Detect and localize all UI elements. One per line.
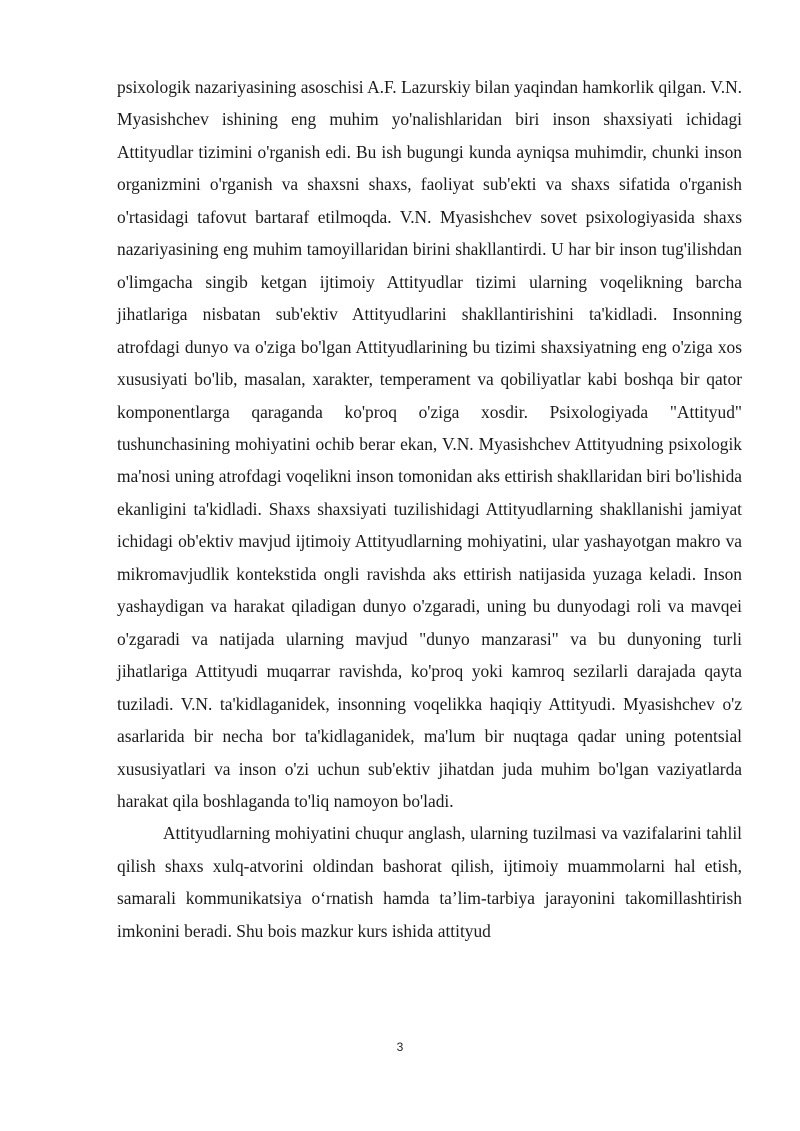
paragraph-attitude-essence: Attityudlarning mohiyatini chuqur anglash, ularning tuzilmasi va vazifalarini tahlil qilish shaxs xulq-atvorini oldindan bashorat qilish, ijtimoiy muammolarni hal etish, samarali kommunikatsiya o‘rnatish hamda ta’lim-tarbiya jarayonini takomillashtirish imkonini beradi. Shu bois mazkur kurs ishida attityud [117,823,742,941]
paragraph-continuation: psixologik nazariyasining asoschisi A.F. Lazurskiy bilan yaqindan hamkorlik qilgan. V.N. Myasishchev ishining eng muhim yo'nalishlaridan biri inson shaxsiyati ichidagi Attityudlar tizimini o'rganish edi. Bu ish bugungi kunda ayniqsa muhimdir, chunki inson organizmini o'rganish va shaxsni shaxs, faoliyat sub'ekti va shaxs sifatida o'rganish o'rtasidagi tafovut bartaraf etilmoqda. V.N. Myasishchev sovet psixologiyasida shaxs nazariyasining eng muhim tamoyillaridan birini shakllantirdi. U har bir inson tug'ilishdan o'limgacha singib ketgan ijtimoiy Attityudlar tizimi ularning voqelikning barcha jihatlariga nisbatan sub'ektiv Attityudlarini shakllantirishini ta'kidladi. Insonning atrofdagi dunyo va o'ziga bo'lgan Attityudlarining bu tizimi shaxsiyatning eng o'ziga xos xususiyati bo'lib, masalan, xarakter, temperament va qobiliyatlar kabi boshqa bir qator komponentlarga qaraganda ko'proq o'ziga xosdir. Psixologiyada "Attityud" tushunchasining mohiyatini ochib berar ekan, V.N. Myasishchev Attityudning psixologik ma'nosi uning atrofdagi voqelikni inson tomonidan aks ettirish shakllaridan biri bo'lishida ekanligini ta'kidladi. Shaxs shaxsiyati tuzilishidagi Attityudlarning shakllanishi jamiyat ichidagi ob'ektiv mavjud ijtimoiy Attityudlarning mohiyatini, ular yashayotgan makro va mikromavjudlik kontekstida ongli ravishda aks ettirish natijasida yuzaga keladi. Inson yashaydigan va harakat qiladigan dunyo o'zgaradi, uning bu dunyodagi roli va mavqei o'zgaradi va natijada ularning mavjud "dunyo manzarasi" va bu dunyoning turli jihatlariga Attityudi muqarrar ravishda, ko'proq yoki kamroq sezilarli darajada qayta tuziladi. V.N. ta'kidlaganidek, insonning voqelikka haqiqiy Attityudi. Myasishchev o'z asarlarida bir necha bor ta'kidlaganidek, ma'lum bir nuqtaga qadar uning potentsial xususiyatlari va inson o'zi uchun sub'ektiv jihatdan juda muhim bo'lgan vaziyatlarda harakat qila boshlaganda to'liq namoyon bo'ladi. [117,77,742,811]
page-number: 3 [396,1040,404,1054]
body-text [117,71,742,947]
